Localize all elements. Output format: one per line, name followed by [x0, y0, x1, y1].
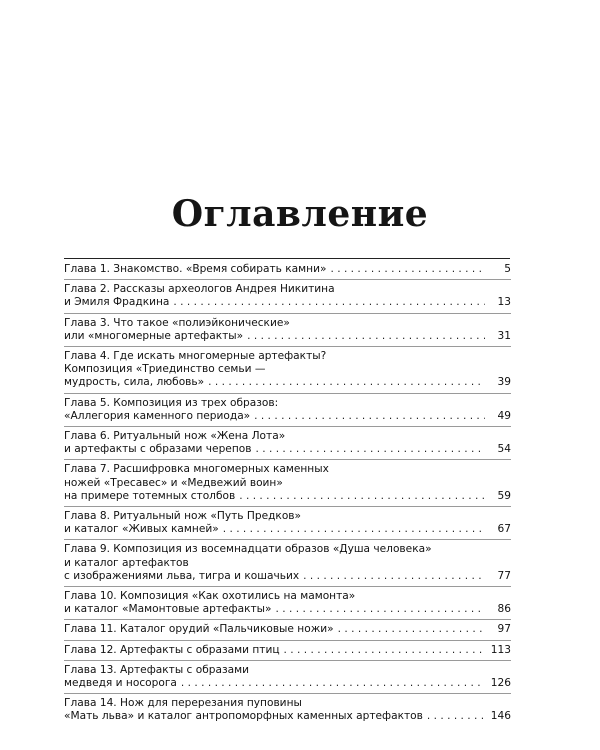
toc-leader-dots — [223, 523, 485, 536]
toc-leader-dots — [284, 644, 485, 657]
toc-leader-dots — [254, 410, 485, 423]
toc-entry[interactable] — [64, 283, 511, 309]
toc-entry-text: Глава 4. Где искать многомерные артефакты? — [64, 350, 327, 363]
toc-page-number: 146 — [490, 710, 511, 723]
toc-entry[interactable] — [64, 590, 511, 616]
toc-leader-dots — [330, 263, 485, 276]
toc-entry-text: Глава 6. Ритуальный нож «Жена Лота» — [64, 430, 286, 443]
toc-entry-text: «Мать льва» и каталог антропоморфных каменных артефактов — [64, 710, 423, 723]
toc-page-number: 86 — [497, 603, 511, 616]
toc-entry[interactable] — [64, 317, 511, 343]
toc-entry-text: Глава 13. Артефакты с образами — [64, 663, 249, 676]
toc-entry-text: с изображениями льва, тигра и кошачьих — [64, 569, 300, 582]
toc-separator — [64, 660, 511, 661]
toc-entry-text: Глава 10. Композиция «Как охотились на мамонта» — [64, 590, 356, 603]
toc-leader-dots — [303, 570, 485, 583]
toc-entry-text: Глава 7. Расшифровка многомерных каменных — [64, 463, 329, 476]
toc-leader-dots — [276, 603, 485, 616]
toc-entry-text: и каталог «Живых камней» — [64, 523, 219, 536]
toc-separator — [64, 459, 511, 460]
toc-entry[interactable] — [64, 664, 511, 690]
toc-entry[interactable] — [64, 430, 511, 456]
toc-separator — [64, 539, 511, 540]
page-title: Оглавление — [171, 193, 429, 235]
toc-page-number: 49 — [497, 409, 511, 422]
toc-separator — [64, 426, 511, 427]
toc-entry-text: Глава 8. Ритуальный нож «Путь Предков» — [64, 510, 302, 523]
toc-entry-text: Глава 3. Что такое «полиэйконические» — [64, 316, 290, 329]
toc-page-number: 54 — [497, 443, 511, 456]
toc-entry-text: мудрость, сила, любовь» — [64, 376, 205, 389]
toc-entry-text: и Эмиля Фрадкина — [64, 296, 170, 309]
toc-entry[interactable] — [64, 397, 511, 423]
toc-leader-dots — [208, 376, 485, 389]
toc-separator — [64, 693, 511, 694]
toc-leader-dots — [255, 443, 485, 456]
toc-page-number: 126 — [490, 677, 511, 690]
toc-leader-dots — [181, 677, 485, 690]
toc-leader-dots — [173, 296, 485, 309]
toc-page-number: 67 — [497, 523, 511, 536]
toc-entry-text: и каталог «Мамонтовые артефакты» — [64, 603, 272, 616]
toc-page-number: 31 — [497, 329, 511, 342]
toc-entry[interactable] — [64, 543, 511, 583]
toc-separator — [64, 346, 511, 347]
toc-leader-dots — [338, 623, 485, 636]
toc-entry-text: Глава 9. Композиция из восемнадцати образов «Душа человека» — [64, 543, 432, 556]
toc-separator — [64, 506, 511, 507]
toc-entry[interactable] — [64, 623, 511, 636]
toc-entry-text: и каталог артефактов — [64, 556, 189, 569]
toc-page-number: 77 — [497, 569, 511, 582]
toc-entry[interactable] — [64, 263, 511, 276]
toc-entry-text: «Аллегория каменного периода» — [64, 409, 251, 422]
toc-separator — [64, 640, 511, 641]
toc-entry[interactable] — [64, 350, 511, 390]
toc-entry-text: Глава 5. Композиция из трех образов: — [64, 396, 279, 409]
toc-entry[interactable] — [64, 463, 511, 503]
toc-entry-text: Глава 11. Каталог орудий «Пальчиковые ножи» — [64, 623, 334, 636]
toc-entry[interactable] — [64, 697, 511, 723]
toc-entry-text: Глава 1. Знакомство. «Время собирать камни» — [64, 263, 327, 275]
toc-entry-text: медведя и носорога — [64, 677, 177, 690]
toc-separator — [64, 393, 511, 394]
toc-entry[interactable] — [64, 644, 511, 657]
toc-page-number: 59 — [497, 489, 511, 502]
toc-page-number: 13 — [497, 296, 511, 309]
toc-entry-text: Глава 14. Нож для перерезания пуповины — [64, 697, 302, 710]
toc-entry-text: на примере тотемных столбов — [64, 489, 236, 502]
toc-separator — [64, 313, 511, 314]
toc-page-number: 39 — [497, 376, 511, 389]
toc-entry[interactable] — [64, 510, 511, 536]
toc-entry-text: Глава 12. Артефакты с образами птиц — [64, 643, 280, 656]
toc-page-number: 113 — [490, 643, 511, 656]
toc-separator — [64, 586, 511, 587]
toc-entry-text: ножей «Тресавес» и «Медвежий воин» — [64, 476, 283, 489]
toc-leader-dots — [427, 710, 485, 723]
toc-separator — [64, 279, 511, 280]
toc-entry-text: Глава 2. Рассказы археологов Андрея Никитина — [64, 283, 335, 296]
table-of-contents — [64, 263, 511, 724]
toc-separator — [64, 619, 511, 620]
toc-leader-dots — [239, 490, 485, 503]
toc-page-number: 5 — [504, 263, 511, 275]
toc-entry-text: или «многомерные артефакты» — [64, 329, 244, 342]
toc-page-number: 97 — [497, 623, 511, 636]
toc-entry-text: и артефакты с образами черепов — [64, 443, 252, 456]
toc-entry-text: Композиция «Триединство семьи — — [64, 363, 266, 376]
toc-leader-dots — [247, 330, 485, 343]
title-rule — [64, 258, 510, 259]
